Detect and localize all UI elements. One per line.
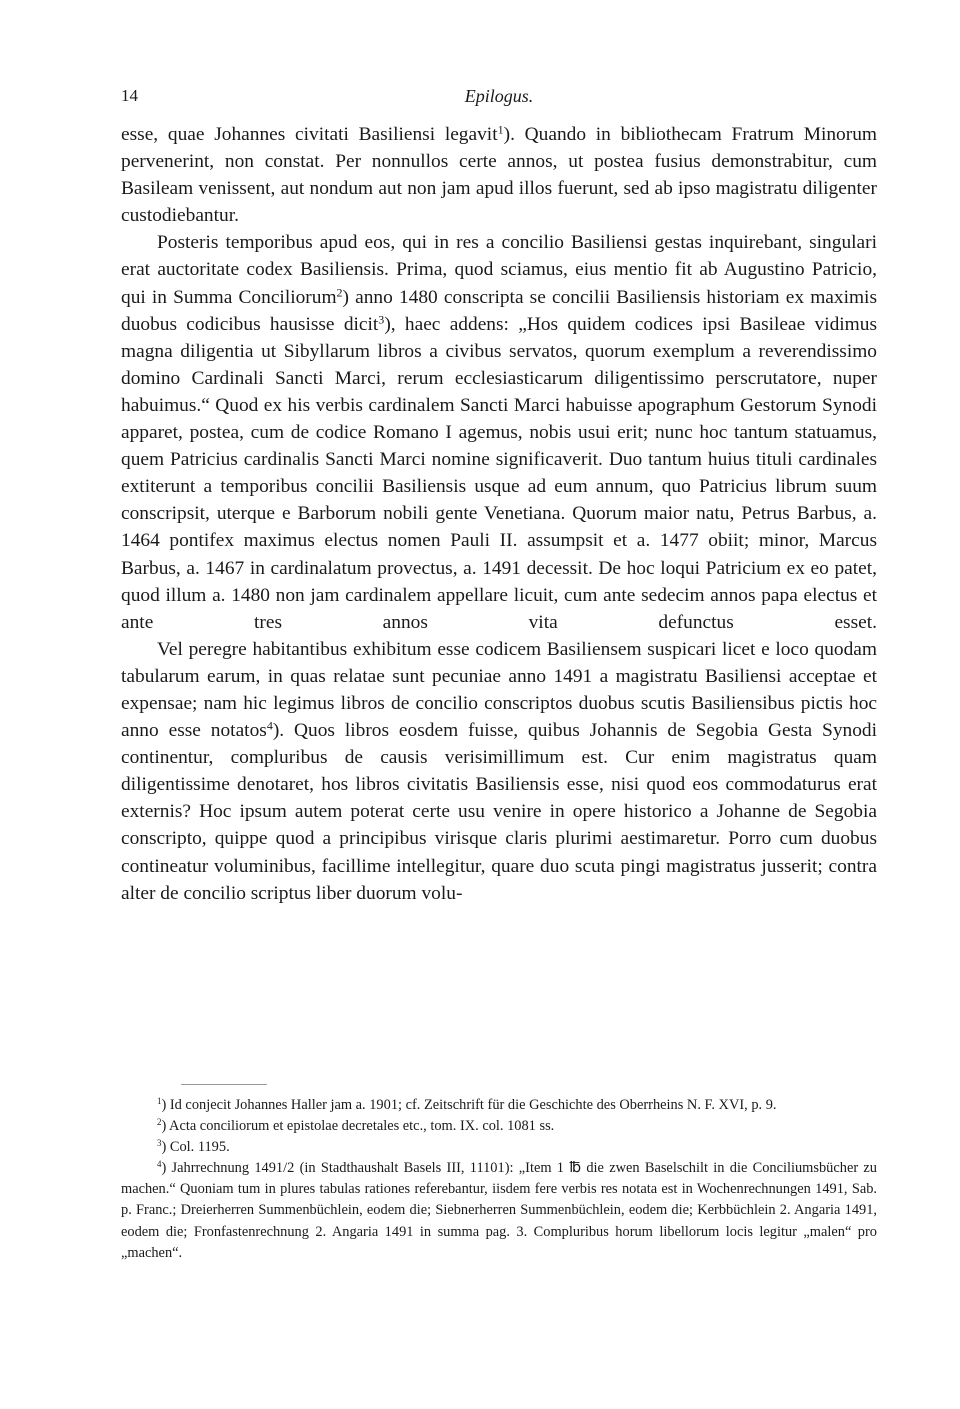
footnote-mark-1: 1 [157, 1096, 162, 1107]
running-title: Epilogus. [464, 86, 534, 106]
paragraph-3 [121, 636, 877, 907]
paragraph-1-text-b: ). Quando in bibliothecam Fratrum Minorum pervenerint, non constat. Per nonnullos certe annos, ut postea fusius demonstrabitur, cum Basileam venissent, aut nondum aut non jam apud illos fuerunt, sed ab ipso magistratu diligenter custodiebantur. [121, 124, 877, 227]
footnote-separator [181, 1084, 267, 1085]
footnote-1-text: ) Id conjecit Johannes Haller jam a. 1901; cf. Zeitschrift für die Geschichte des Oberrheins N. F. XVI, p. 9. [161, 1097, 777, 1113]
page-number: 14 [121, 86, 138, 105]
footnote-ref-1: 1 [497, 122, 504, 137]
footnote-mark-4: 4 [157, 1159, 162, 1170]
paragraph-1-text-a: esse, quae Johannes civitati Basiliensi legavit [121, 124, 498, 145]
footnote-ref-2: 2 [336, 284, 343, 299]
footnote-2-text: ) Acta conciliorum et epistolae decretales etc., tom. IX. col. 1081 ss. [161, 1118, 555, 1135]
footnote-4-text: ) Jahrrechnung 1491/2 (in Stadthaushalt Basels III, 11101): „Item 1 ℔ die zwen Baselschilt in die Conciliumsbücher zu machen.“ Quoniam tum in plures tabulas rationes referebantur, iisdem fere verbis res notata est in Wochenrechnungen 1491, Sab. p. Franc.; Dreierherren Summenbüchlein, eodem die; Siebnerherren Summenbüchlein, eodem die; Kerbbüchlein 2. Angaria 1491, eodem die; Fronfastenrechnung 2. Angaria 1491 in summa pag. 3. Compluribus horum libellorum locis legitur „malen“ pro „machen“. [121, 1160, 877, 1261]
footnotes [121, 1095, 877, 1264]
footnote-ref-4: 4 [266, 718, 273, 733]
page-header [121, 86, 877, 112]
paragraph-2-text-c: ), haec addens: „Hos quidem codices ipsi Basileae vidimus magna diligentia ut Sibyllarum libros a civibus servatos, quorum exemplum a reverendissimo domino Cardinali Sancti Marci, rerum ecclesiasticarum diligentissimo perscrutatore, nuper habuimus.“ Quod ex his verbis cardinalem Sancti Marci habuisse apographum Gestorum Synodi apparet, postea, cum de codice Romano I agemus, nobis usui erit; nunc hoc tantum statuamus, quem Patricius cardinalis Sancti Marci nomine significaverit. Duo tantum huius tituli cardinales extiterunt a temporibus concilii Basiliensis usque ad eum annum, quo Patricius librum suum conscripsit, uterque e Barborum nobili gente Venetiana. Quorum maior natu, Petrus Barbus, a. 1464 pontifex maximus electus nomen Pauli II. assumpsit et a. 1477 obiit; minor, Marcus Barbus, a. 1467 in cardinalatum provectus, a. 1491 decessit. De hoc loqui Patricium ex eo patet, quod illum a. 1480 non jam cardinalem appellare licuit, cum ante sedecim annos papa electus et ante tres annos vita defunctus esset. [121, 313, 877, 633]
footnote-2 [121, 1116, 877, 1137]
paragraph-2-text-a: Posteris temporibus apud eos, qui in res a concilio Basiliensi gestas inquirebant, singulari erat auctoritate codex Basiliensis. Prima, quod sciamus, eius mentio fit ab Augustino Patricio, qui in Summa Conciliorum [121, 232, 877, 308]
footnote-3-text: ) Col. 1195. [161, 1139, 230, 1156]
footnote-mark-2: 2 [157, 1117, 162, 1128]
footnote-mark-3: 3 [157, 1138, 162, 1149]
paragraph-2-text-b: ) anno 1480 conscripta se concilii Basiliensis historiam ex maximis duobus codicibus hausisse dicit [121, 286, 877, 335]
footnote-4 [121, 1158, 877, 1263]
footnote-ref-3: 3 [378, 312, 385, 327]
paragraph-1 [121, 121, 877, 229]
main-text [121, 121, 877, 907]
paragraph-3-text-b: ). Quos libros eosdem fuisse, quibus Johannis de Segobia Gesta Synodi continentur, compluribus de causis verisimillimum est. Cur enim magistratus quam diligentissime denotaret, hos libros civitatis Basiliensis esse, nisi quod eos commodaturus erat externis? Hoc ipsum autem poterat certe usu venire in opere historico a Johanne de Segobia conscripto, quippe quod a principibus virisque claris plurimi aestimaretur. Porro cum duobus contineatur voluminibus, facillime intellegitur, quare duo scuta pingi magistratus jusserit; contra alter de concilio scriptus liber duorum volu- [121, 720, 877, 904]
footnote-1 [121, 1095, 877, 1116]
paragraph-2 [121, 229, 877, 635]
paragraph-3-text-a: Vel peregre habitantibus exhibitum esse codicem Basiliensem suspicari licet e loco quodam tabularum earum, in quas relatae sunt pecuniae anno 1491 a magistratu Basiliensi acceptae et expensae; nam hic legimus libros de concilio conscriptos duobus scutis Basiliensibus pictis hoc anno esse notatos [121, 638, 877, 742]
footnote-3 [121, 1137, 877, 1158]
